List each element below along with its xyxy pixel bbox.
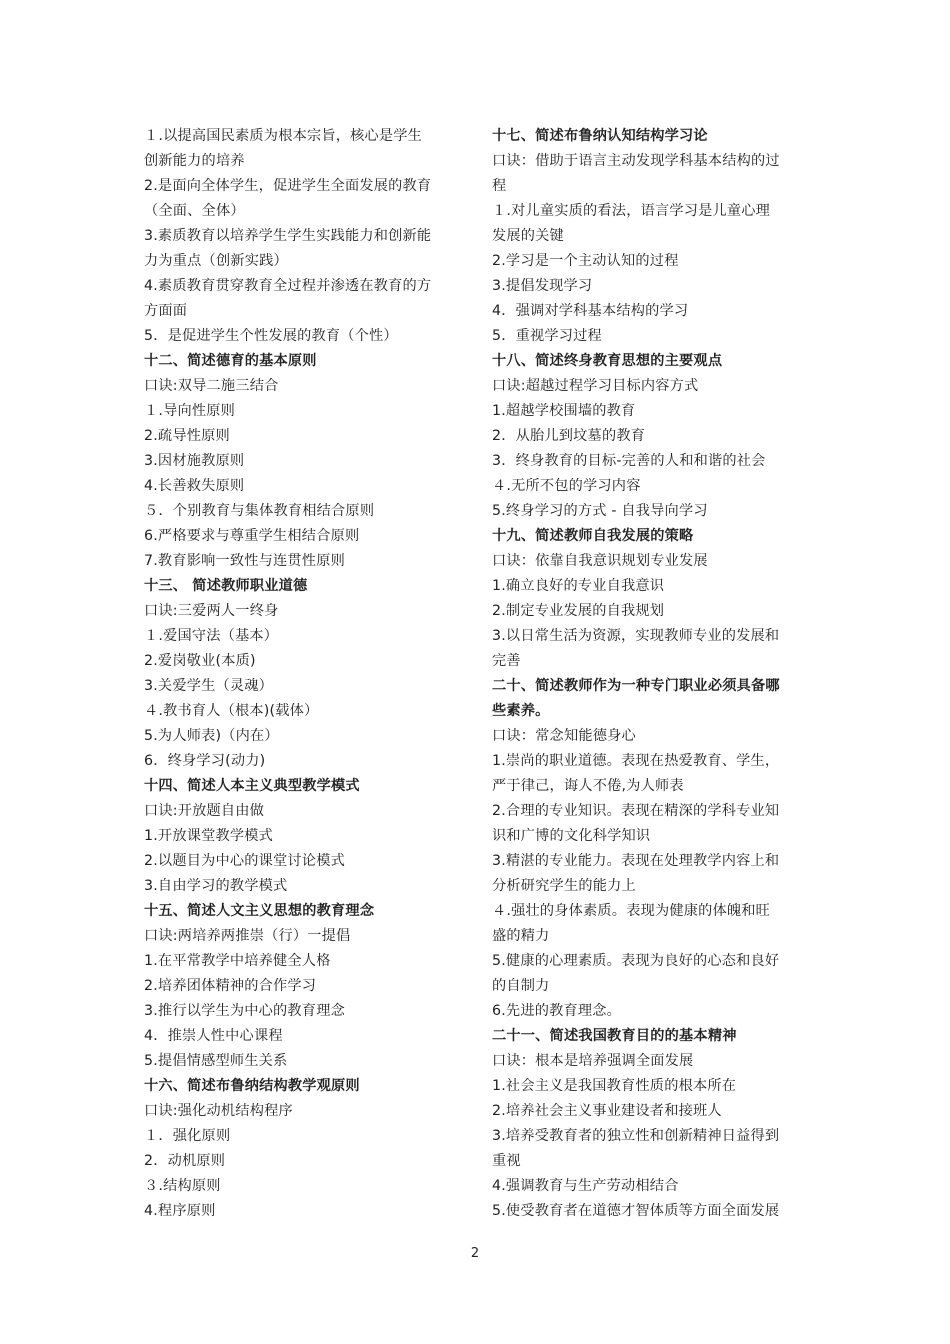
text-line: 2.培养团体精神的合作学习: [144, 978, 317, 994]
text-line: 发展的关键: [492, 228, 564, 244]
text-line: 口诀:双导二施三结合: [144, 378, 279, 394]
page-number: 2: [470, 1246, 480, 1261]
text-line: 2.以题目为中心的课堂讨论模式: [144, 853, 345, 869]
text-line: １.以提高国民素质为根本宗旨，核心是学生: [144, 128, 423, 144]
text-line: 2．从胎儿到坟墓的教育: [492, 428, 646, 444]
text-line: 3．终身教育的目标-完善的人和和谐的社会: [492, 453, 766, 469]
text-line: 口诀：借助于语言主动发现学科基本结构的过: [492, 153, 780, 169]
text-line: 口诀：常念知能德身心: [492, 728, 636, 744]
text-line: 4.长善救失原则: [144, 478, 245, 494]
text-line: 5．重视学习过程: [492, 328, 602, 344]
text-line: 7.教育影响一致性与连贯性原则: [144, 553, 345, 569]
text-line: ４.教书育人（根本)(载体）: [144, 703, 319, 719]
text-line: 口诀：依靠自我意识规划专业发展: [492, 553, 708, 569]
text-line: 1.开放课堂教学模式: [144, 828, 274, 844]
text-line: 1.社会主义是我国教育性质的根本所在: [492, 1078, 737, 1094]
text-line: 2.疏导性原则: [144, 428, 230, 444]
right-column: [492, 124, 814, 1224]
text-line: 3.以日常生活为资源，实现教师专业的发展和: [492, 628, 780, 644]
text-line: （全面、全体）: [144, 203, 245, 219]
text-line: 盛的精力: [492, 928, 550, 944]
text-line: 4.强调教育与生产劳动相结合: [492, 1178, 679, 1194]
text-line: 2.培养社会主义事业建设者和接班人: [492, 1103, 722, 1119]
text-line: ４.强壮的身体素质。表现为健康的体魄和旺: [492, 903, 771, 919]
text-line: 5.终身学习的方式 - 自我导向学习: [492, 503, 708, 519]
text-line: 严于律己，诲人不倦,为人师表: [492, 778, 684, 794]
text-line: 2.爱岗敬业(本质): [144, 653, 256, 669]
text-line: 创新能力的培养: [144, 153, 245, 169]
text-line: 2．动机原则: [144, 1153, 226, 1169]
left-column: [144, 124, 466, 1224]
section-heading: 十二、简述德育的基本原则: [144, 353, 317, 369]
text-line: 6.严格要求与尊重学生相结合原则: [144, 528, 360, 544]
text-line: 3.推行以学生为中心的教育理念: [144, 1003, 345, 1019]
text-line: 程: [492, 178, 507, 194]
text-line: 5.提倡情感型师生关系: [144, 1053, 288, 1069]
text-line: 口诀:超越过程学习目标内容方式: [492, 378, 699, 394]
text-line: 1.超越学校围墙的教育: [492, 403, 636, 419]
section-heading: 二十一、简述我国教育目的的基本精神: [492, 1028, 737, 1044]
section-heading: 十三、 简述教师职业道德: [144, 578, 308, 594]
text-line: 重视: [492, 1153, 521, 1169]
text-line: 6．终身学习(动力): [144, 753, 266, 769]
text-line: 口诀:两培养两推崇（行）一提倡: [144, 928, 351, 944]
text-line: 口诀:开放题自由做: [144, 803, 265, 819]
text-line: 1.确立良好的专业自我意识: [492, 578, 665, 594]
text-line: 6.先进的教育理念。: [492, 1003, 622, 1019]
text-line: 识和广博的文化科学知识: [492, 828, 651, 844]
text-line: ４.无所不包的学习内容: [492, 478, 641, 494]
text-line: 1.在平常教学中培养健全人格: [144, 953, 331, 969]
section-heading: 些素养。: [492, 703, 550, 719]
section-heading: 二十、简述教师作为一种专门职业必须具备哪: [492, 678, 780, 694]
text-line: 的自制力: [492, 978, 550, 994]
text-line: １．强化原则: [144, 1128, 231, 1144]
text-line: 3.素质教育以培养学生学生实践能力和创新能: [144, 228, 432, 244]
text-line: 1.崇尚的职业道德。表现在热爱教育、学生，: [492, 753, 780, 769]
text-line: １.导向性原则: [144, 403, 236, 419]
section-heading: 十九、简述教师自我发展的策略: [492, 528, 694, 544]
text-line: 3.关爱学生（灵魂）: [144, 678, 274, 694]
section-heading: 十五、简述人文主义思想的教育理念: [144, 903, 375, 919]
text-line: ５．个别教育与集体教育相结合原则: [144, 503, 375, 519]
text-line: ３.结构原则: [144, 1178, 221, 1194]
section-heading: 十七、简述布鲁纳认知结构学习论: [492, 128, 708, 144]
text-line: 分析研究学生的能力上: [492, 878, 636, 894]
text-line: 力为重点（创新实践）: [144, 253, 288, 269]
text-line: 2.制定专业发展的自我规划: [492, 603, 665, 619]
text-line: 3.因材施教原则: [144, 453, 245, 469]
text-line: 3.自由学习的教学模式: [144, 878, 288, 894]
text-line: 2.学习是一个主动认知的过程: [492, 253, 679, 269]
text-line: 5．是促进学生个性发展的教育（个性）: [144, 328, 398, 344]
text-line: 方面面: [144, 303, 188, 319]
section-heading: 十八、简述终身教育思想的主要观点: [492, 353, 723, 369]
section-heading: 十四、简述人本主义典型教学模式: [144, 778, 360, 794]
text-line: 3.提倡发现学习: [492, 278, 593, 294]
text-line: 2.是面向全体学生，促进学生全面发展的教育: [144, 178, 432, 194]
text-line: 5.健康的心理素质。表现为良好的心态和良好: [492, 953, 780, 969]
text-line: 口诀：根本是培养强调全面发展: [492, 1053, 694, 1069]
text-line: 3.培养受教育者的独立性和创新精神日益得到: [492, 1128, 780, 1144]
text-line: 4．推崇人性中心课程: [144, 1028, 283, 1044]
text-line: 4．强调对学科基本结构的学习: [492, 303, 689, 319]
text-line: 5.使受教育者在道德才智体质等方面全面发展: [492, 1203, 780, 1219]
text-line: 2.合理的专业知识。表现在精深的学科专业知: [492, 803, 780, 819]
text-line: 完善: [492, 653, 521, 669]
text-line: 口诀:三爱两人一终身: [144, 603, 279, 619]
section-heading: 十六、简述布鲁纳结构教学观原则: [144, 1078, 360, 1094]
text-line: 3.精湛的专业能力。表现在处理教学内容上和: [492, 853, 780, 869]
text-line: １.对儿童实质的看法，语言学习是儿童心理: [492, 203, 771, 219]
text-line: 4.程序原则: [144, 1203, 216, 1219]
text-line: 4.素质教育贯穿教育全过程并渗透在教育的方: [144, 278, 432, 294]
text-line: 5.为人师表)（内在）: [144, 728, 279, 744]
text-line: 口诀:强化动机结构程序: [144, 1103, 293, 1119]
text-line: １.爱国守法（基本）: [144, 628, 279, 644]
